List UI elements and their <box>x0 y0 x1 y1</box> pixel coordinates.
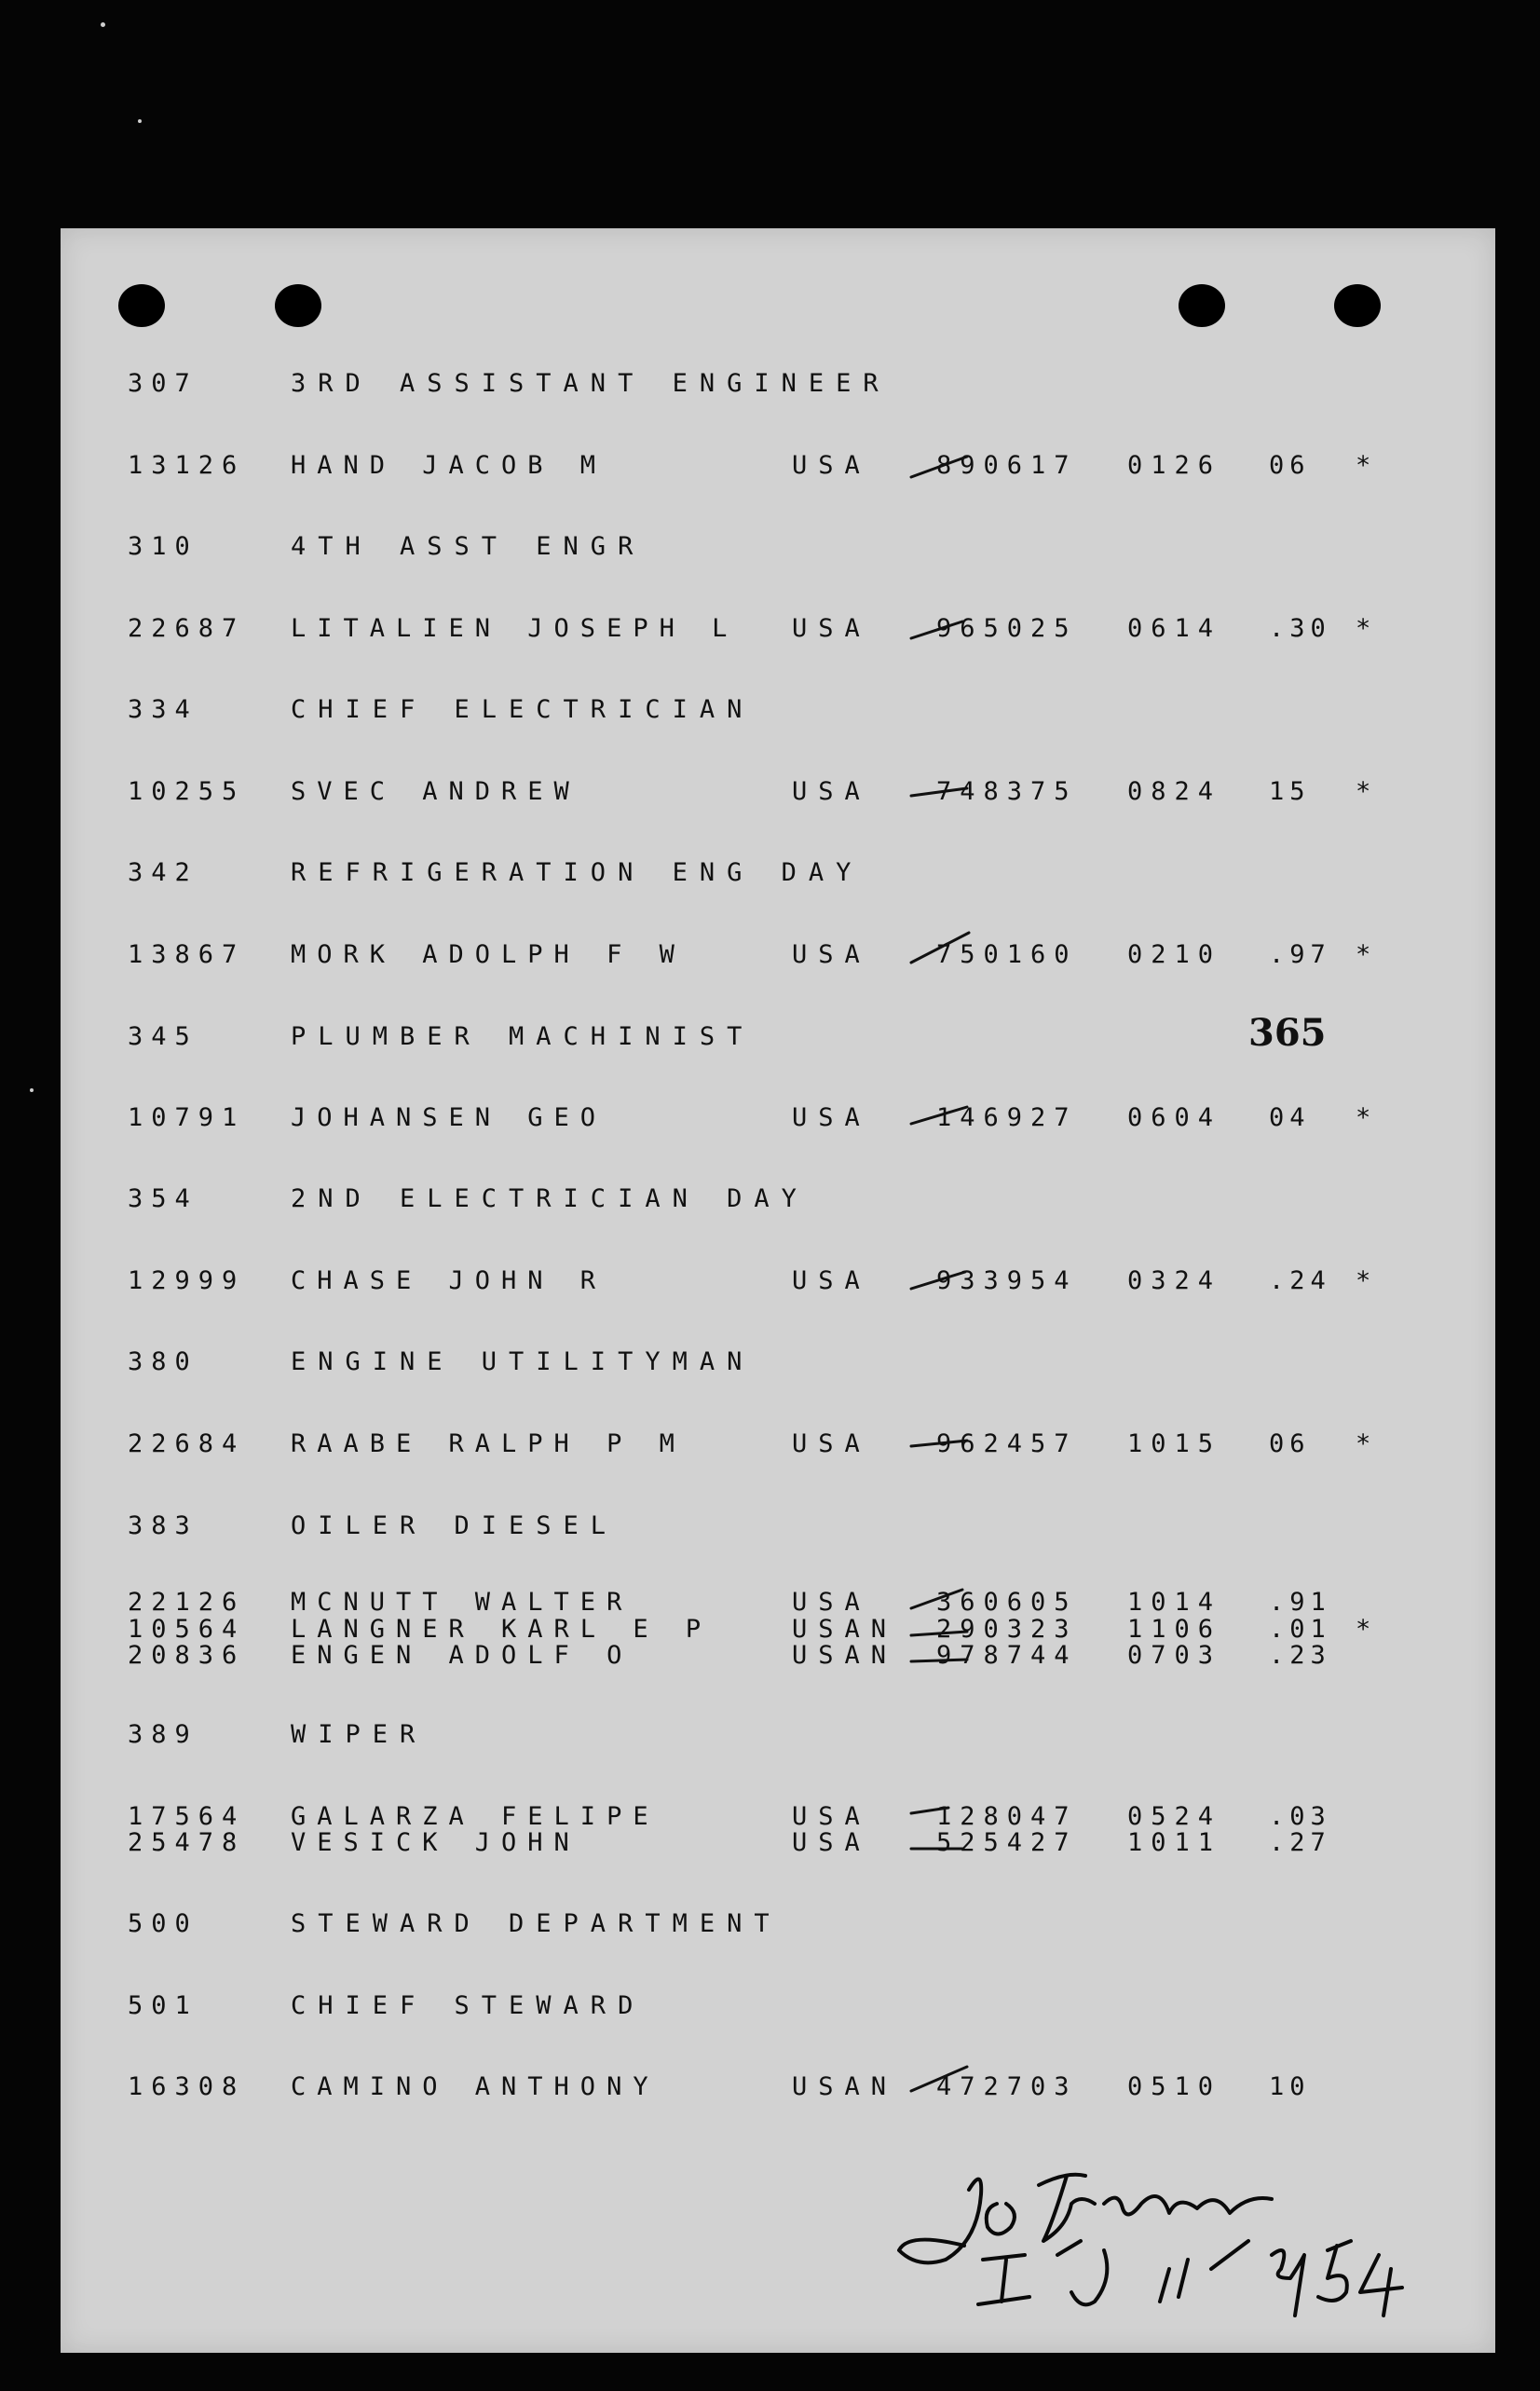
document-number: 978744 <box>936 1641 1078 1670</box>
amount: 15 <box>1269 777 1311 806</box>
crew-code: 12999 <box>128 1266 246 1295</box>
crew-member-row <box>61 447 1495 485</box>
date-code: 0210 <box>1127 940 1222 969</box>
nationality: USA <box>792 777 871 806</box>
crew-code: 25478 <box>128 1828 246 1857</box>
handwritten-signature <box>880 2138 1495 2325</box>
document-number: 290323 <box>936 1615 1078 1644</box>
rating-code: 342 <box>128 858 198 887</box>
crew-member-row <box>61 936 1495 974</box>
rating-code: 310 <box>128 532 198 561</box>
nationality: USA <box>792 1266 871 1295</box>
amount: .03 <box>1269 1802 1331 1831</box>
crew-code: 20836 <box>128 1641 246 1670</box>
crew-name: RAABE RALPH P M <box>291 1429 686 1458</box>
crew-member-row <box>61 1426 1495 1463</box>
asterisk-mark: * <box>1356 940 1371 969</box>
amount: .24 <box>1269 1266 1331 1295</box>
department-heading-row <box>61 1344 1495 1381</box>
document-number: 965025 <box>936 614 1078 643</box>
amount: .01 <box>1269 1615 1331 1644</box>
punch-hole <box>1334 284 1381 327</box>
document-number: 360605 <box>936 1588 1078 1617</box>
document-number: 890617 <box>936 451 1078 480</box>
dust-speck <box>138 119 142 123</box>
rating-code: 345 <box>128 1022 198 1051</box>
crew-name: CAMINO ANTHONY <box>291 2072 660 2101</box>
department-heading-row <box>61 1906 1495 1943</box>
department-heading-row <box>61 1716 1495 1754</box>
crew-member-row <box>61 1263 1495 1300</box>
asterisk-mark: * <box>1356 614 1371 643</box>
date-code: 1106 <box>1127 1615 1222 1644</box>
pencil-check-mark <box>904 1090 978 1146</box>
department-heading-row <box>61 528 1495 566</box>
crew-member-row <box>61 1637 1495 1674</box>
crew-member-row <box>61 773 1495 811</box>
rating-code: 354 <box>128 1184 198 1213</box>
crew-name: GALARZA FELIPE <box>291 1802 660 1831</box>
nationality: USA <box>792 940 871 969</box>
amount: .23 <box>1269 1641 1331 1670</box>
nationality: USA <box>792 1802 871 1831</box>
date-code: 0614 <box>1127 614 1222 643</box>
department-heading-row <box>61 1988 1495 2025</box>
date-code: 0324 <box>1127 1266 1222 1295</box>
page-number-stamp: 365 <box>1248 1011 1327 1055</box>
document-number: 146927 <box>936 1103 1078 1132</box>
nationality: USA <box>792 1588 871 1617</box>
document-number: 748375 <box>936 777 1078 806</box>
pencil-check-mark <box>904 2059 978 2115</box>
rating-title: REFRIGERATION ENG DAY <box>291 858 864 887</box>
date-code: 0126 <box>1127 451 1222 480</box>
date-code: 0510 <box>1127 2072 1222 2101</box>
nationality: USAN <box>792 1615 898 1644</box>
document-number: 472703 <box>936 2072 1078 2101</box>
asterisk-mark: * <box>1356 1103 1371 1132</box>
pencil-check-mark <box>904 1253 978 1309</box>
punch-hole <box>1179 284 1225 327</box>
crew-code: 10255 <box>128 777 246 806</box>
date-code: 0524 <box>1127 1802 1222 1831</box>
punch-hole <box>118 284 165 327</box>
rating-code: 383 <box>128 1511 198 1540</box>
rating-title: 3RD ASSISTANT ENGINEER <box>291 369 891 398</box>
amount: 04 <box>1269 1103 1311 1132</box>
document-number: 128047 <box>936 1802 1078 1831</box>
document-number: 525427 <box>936 1828 1078 1857</box>
amount: .27 <box>1269 1828 1331 1857</box>
rating-title: 4TH ASST ENGR <box>291 532 646 561</box>
crew-name: JOHANSEN GEO <box>291 1103 607 1132</box>
rating-title: CHIEF STEWARD <box>291 1991 646 2020</box>
asterisk-mark: * <box>1356 1429 1371 1458</box>
amount: .97 <box>1269 940 1331 969</box>
document-number: 962457 <box>936 1429 1078 1458</box>
crew-name: ENGEN ADOLF O <box>291 1641 634 1670</box>
rating-title: 2ND ELECTRICIAN DAY <box>291 1184 809 1213</box>
asterisk-mark: * <box>1356 1266 1371 1295</box>
nationality: USA <box>792 614 871 643</box>
rating-code: 500 <box>128 1909 198 1938</box>
rating-title: STEWARD DEPARTMENT <box>291 1909 782 1938</box>
department-heading-row <box>61 1508 1495 1545</box>
date-code: 1014 <box>1127 1588 1222 1617</box>
rating-title: CHIEF ELECTRICIAN <box>291 695 755 724</box>
crew-member-row <box>61 2069 1495 2106</box>
crew-name: CHASE JOHN R <box>291 1266 607 1295</box>
date-code: 0824 <box>1127 777 1222 806</box>
crew-name: HAND JACOB M <box>291 451 607 480</box>
date-code: 1011 <box>1127 1828 1222 1857</box>
pencil-check-mark <box>904 1815 978 1871</box>
nationality: USAN <box>792 2072 898 2101</box>
rating-title: PLUMBER MACHINIST <box>291 1022 755 1051</box>
asterisk-mark: * <box>1356 1615 1371 1644</box>
department-heading-row <box>61 854 1495 892</box>
date-code: 0604 <box>1127 1103 1222 1132</box>
nationality: USA <box>792 1103 871 1132</box>
crew-member-row <box>61 1100 1495 1137</box>
crew-code: 17564 <box>128 1802 246 1831</box>
nationality: USA <box>792 1828 871 1857</box>
rating-code: 307 <box>128 369 198 398</box>
nationality: USAN <box>792 1641 898 1670</box>
crew-code: 22684 <box>128 1429 246 1458</box>
crew-name: MORK ADOLPH F W <box>291 940 686 969</box>
pencil-check-mark <box>904 601 978 657</box>
rating-code: 389 <box>128 1720 198 1749</box>
crew-code: 10564 <box>128 1615 246 1644</box>
department-heading-row <box>61 1181 1495 1218</box>
amount: .91 <box>1269 1588 1331 1617</box>
asterisk-mark: * <box>1356 777 1371 806</box>
date-code: 1015 <box>1127 1429 1222 1458</box>
crew-name: LANGNER KARL E P <box>291 1615 713 1644</box>
dust-speck <box>101 22 105 27</box>
nationality: USA <box>792 451 871 480</box>
pencil-check-mark <box>904 764 978 820</box>
pencil-check-mark <box>904 927 978 983</box>
department-heading-row <box>61 365 1495 403</box>
crew-name: SVEC ANDREW <box>291 777 580 806</box>
rating-title: OILER DIESEL <box>291 1511 619 1540</box>
crew-code: 10791 <box>128 1103 246 1132</box>
document-number: 750160 <box>936 940 1078 969</box>
crew-name: VESICK JOHN <box>291 1828 580 1857</box>
rating-code: 501 <box>128 1991 198 2020</box>
pencil-check-mark <box>904 1416 978 1472</box>
date-code: 0703 <box>1127 1641 1222 1670</box>
punch-hole <box>275 284 321 327</box>
amount: 10 <box>1269 2072 1311 2101</box>
rating-code: 380 <box>128 1347 198 1376</box>
document-number: 933954 <box>936 1266 1078 1295</box>
crew-name: LITALIEN JOSEPH L <box>291 614 739 643</box>
amount: 06 <box>1269 1429 1311 1458</box>
crew-member-row <box>61 610 1495 648</box>
dust-speck <box>30 1088 34 1092</box>
rating-title: ENGINE UTILITYMAN <box>291 1347 755 1376</box>
rating-title: WIPER <box>291 1720 428 1749</box>
pencil-check-mark <box>904 1628 978 1684</box>
crew-name: MCNUTT WALTER <box>291 1588 634 1617</box>
pencil-check-mark <box>904 438 978 494</box>
crew-code: 22687 <box>128 614 246 643</box>
document-page <box>61 228 1495 2353</box>
crew-member-row <box>61 1824 1495 1862</box>
nationality: USA <box>792 1429 871 1458</box>
department-heading-row <box>61 691 1495 729</box>
crew-code: 13867 <box>128 940 246 969</box>
crew-code: 13126 <box>128 451 246 480</box>
crew-code: 22126 <box>128 1588 246 1617</box>
asterisk-mark: * <box>1356 451 1371 480</box>
amount: 06 <box>1269 451 1311 480</box>
amount: .30 <box>1269 614 1331 643</box>
crew-code: 16308 <box>128 2072 246 2101</box>
rating-code: 334 <box>128 695 198 724</box>
